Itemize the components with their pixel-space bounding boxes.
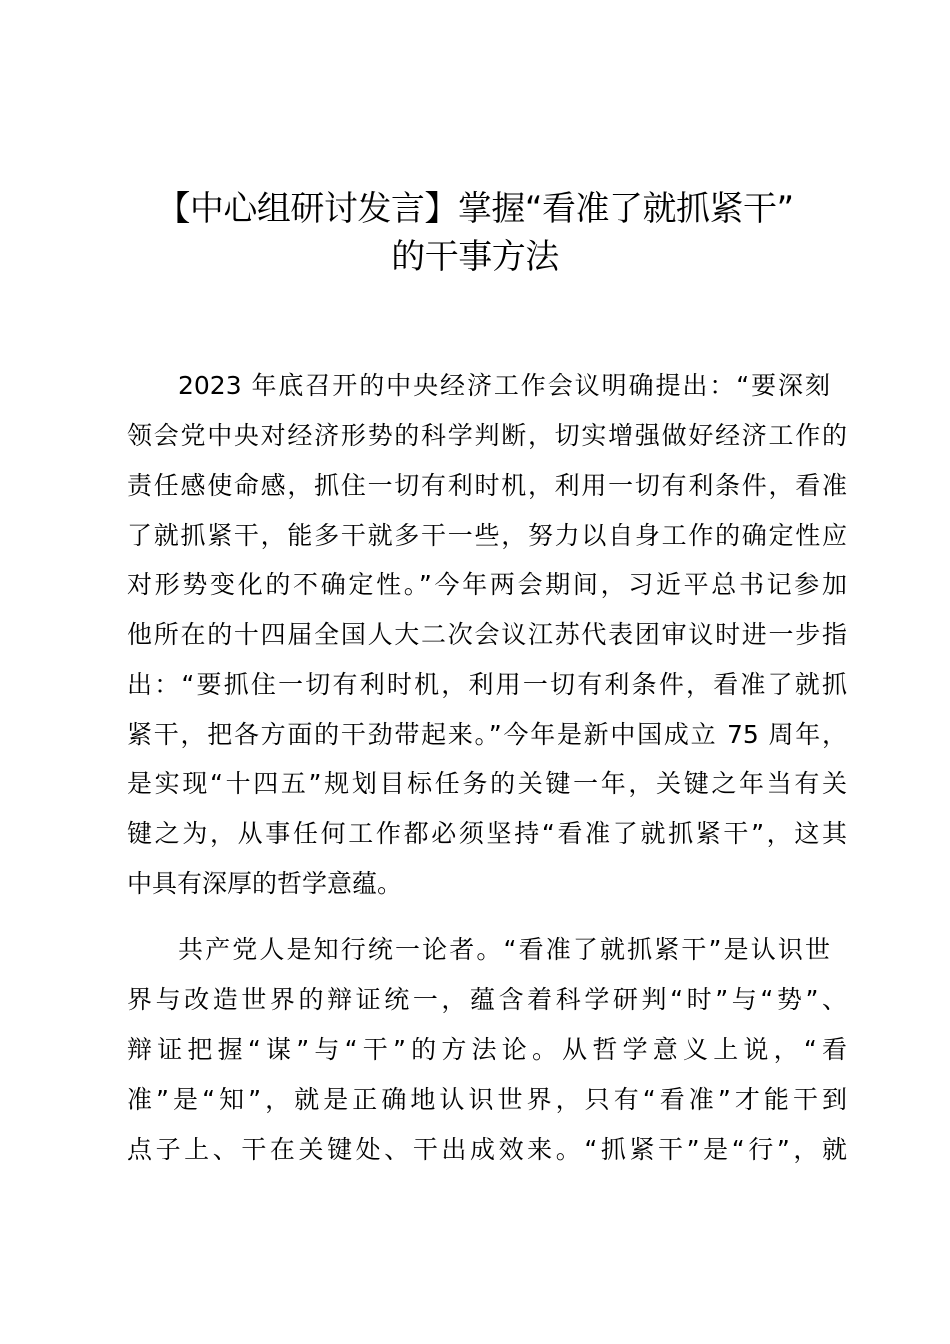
paragraph-1-line-8: 紧干，把各方面的干劲带起来。”今年是新中国成立 75 周年， xyxy=(127,720,847,749)
document-title-line-2: 的干事方法 xyxy=(391,237,559,277)
paragraph-1-line-10: 键之为，从事任何工作都必须坚持“看准了就抓紧干”，这其 xyxy=(127,819,847,848)
paragraph-1-line-9: 是实现“十四五”规划目标任务的关键一年，关键之年当有关 xyxy=(127,769,847,798)
paragraph-2-line-5: 点子上、干在关键处、干出成效来。“抓紧干”是“行”，就 xyxy=(127,1135,847,1164)
paragraph-1-line-6: 他所在的十四届全国人大二次会议江苏代表团审议时进一步指 xyxy=(127,620,847,649)
paragraph-2-line-3: 辩证把握“谋”与“干”的方法论。从哲学意义上说，“看 xyxy=(127,1035,847,1064)
paragraph-1-line-2: 领会党中央对经济形势的科学判断，切实增强做好经济工作的 xyxy=(127,421,847,450)
document-title-line-1: 【中心组研讨发言】掌握“看准了就抓紧干” xyxy=(156,189,794,229)
paragraph-1-line-4: 了就抓紧干，能多干就多干一些，努力以自身工作的确定性应 xyxy=(127,521,847,550)
paragraph-1-line-3: 责任感使命感，抓住一切有利时机，利用一切有利条件，看准 xyxy=(127,471,847,500)
paragraph-1-line-11: 中具有深厚的哲学意蕴。 xyxy=(127,869,403,898)
paragraph-2-line-1: 共产党人是知行统一论者。“看准了就抓紧干”是认识世 xyxy=(178,935,830,964)
paragraph-1-line-5: 对形势变化的不确定性。”今年两会期间，习近平总书记参加 xyxy=(127,570,847,599)
paragraph-1-line-7: 出：“要抓住一切有利时机，利用一切有利条件，看准了就抓 xyxy=(127,670,847,699)
paragraph-1-line-1: 2023 年底召开的中央经济工作会议明确提出：“要深刻 xyxy=(178,371,830,400)
paragraph-2-line-2: 界与改造世界的辩证统一，蕴含着科学研判“时”与“势”、 xyxy=(127,985,847,1014)
paragraph-2-line-4: 准”是“知”，就是正确地认识世界，只有“看准”才能干到 xyxy=(127,1085,847,1114)
